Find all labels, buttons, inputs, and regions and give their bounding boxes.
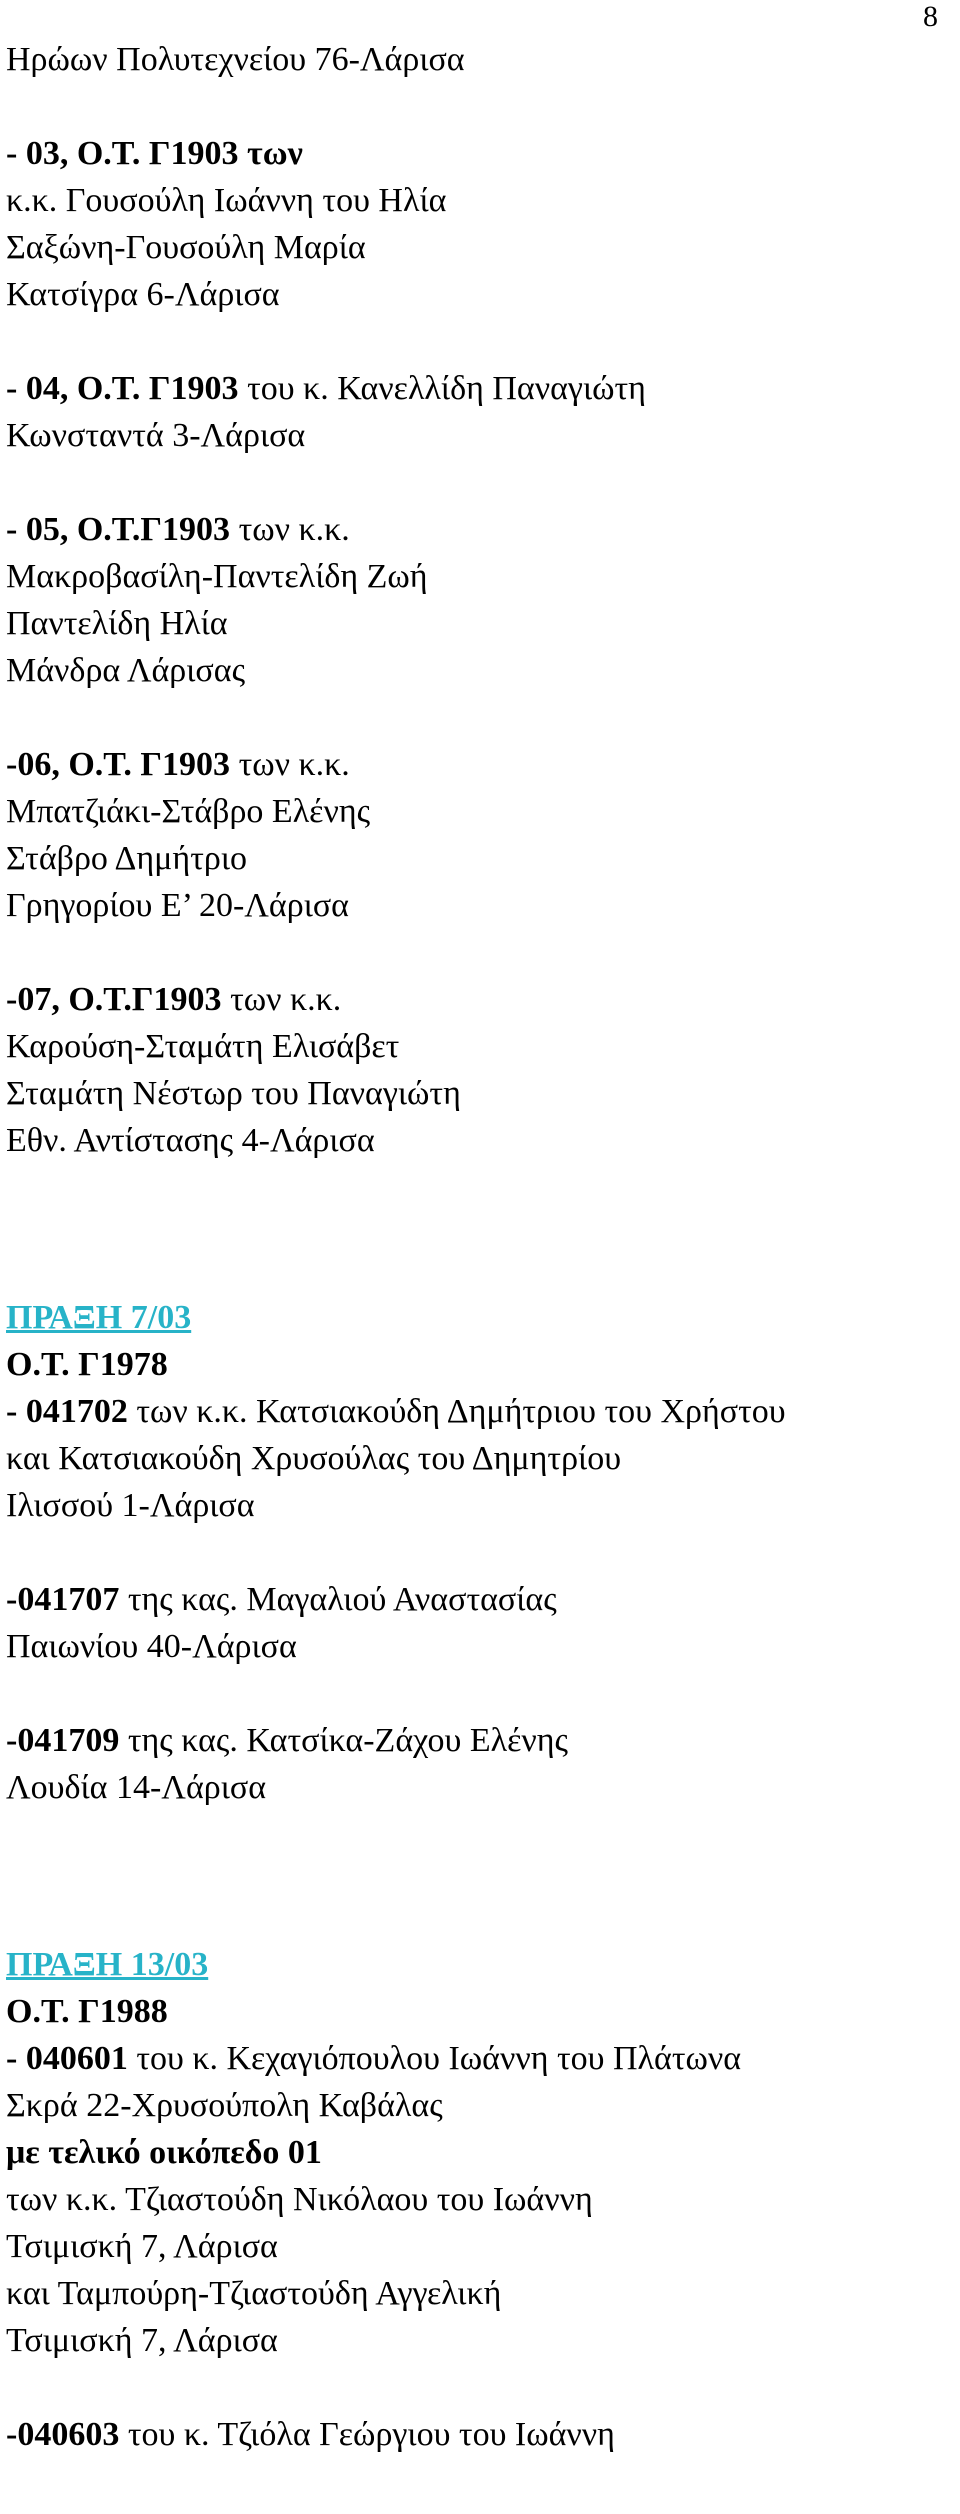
text-run: των κ.κ. xyxy=(221,981,342,1018)
text-run: του κ. Κεχαγιόπουλου Ιωάννη του Πλάτωνα xyxy=(127,2040,742,2077)
text-line xyxy=(6,2411,950,2458)
text-run: των κ.κ. xyxy=(230,511,350,548)
text-line xyxy=(6,224,950,271)
text-run: Σταμάτη Νέστωρ του Παναγιώτη xyxy=(6,1075,461,1112)
section-heading: ΠΡΑΞΗ 13/03 xyxy=(6,1946,209,1983)
text-run: της κας. Κατσίκα-Ζάχου Ελένης xyxy=(119,1722,568,1759)
page-number: 8 xyxy=(923,0,938,33)
text-run: Μακροβασίλη-Παντελίδη Ζωή xyxy=(6,558,428,595)
text-line xyxy=(6,835,950,882)
text-run: Κωνσταντά 3-Λάρισα xyxy=(6,417,306,454)
bold-text: - 05, Ο.Τ.Γ1903 xyxy=(6,511,231,548)
text-line xyxy=(6,882,950,929)
section-heading: ΠΡΑΞΗ 7/03 xyxy=(6,1299,192,1336)
text-line xyxy=(6,506,950,553)
text-run: των κ.κ. Τζιαστούδη Νικόλαου του Ιωάννη xyxy=(6,2181,593,2218)
text-line xyxy=(6,2129,950,2176)
text-run: Καρούση-Σταμάτη Ελισάβετ xyxy=(6,1028,400,1065)
paragraph-gap xyxy=(6,1811,950,1941)
text-run: Παιωνίου 40-Λάρισα xyxy=(6,1628,297,1665)
paragraph-gap xyxy=(6,694,950,741)
text-run: Γρηγορίου Ε’ 20-Λάρισα xyxy=(6,887,349,924)
text-line xyxy=(6,1023,950,1070)
text-run: των κ.κ. xyxy=(230,746,350,783)
text-line xyxy=(6,2223,950,2270)
bold-text: -041707 xyxy=(6,1581,120,1618)
text-line xyxy=(6,553,950,600)
text-line xyxy=(6,788,950,835)
text-run: Ιλισσού 1-Λάρισα xyxy=(6,1487,255,1524)
text-line xyxy=(6,1576,950,1623)
text-line xyxy=(6,36,950,83)
text-line xyxy=(6,1070,950,1117)
text-run: Λουδία 14-Λάρισα xyxy=(6,1769,267,1806)
text-run: Στάβρο Δημήτριο xyxy=(6,840,247,877)
text-line xyxy=(6,1717,950,1764)
text-line xyxy=(6,1988,950,2035)
text-run: της κας. Μαγαλιού Αναστασίας xyxy=(119,1581,557,1618)
text-line xyxy=(6,177,950,224)
text-run: Κατσίγρα 6-Λάρισα xyxy=(6,276,280,313)
text-line xyxy=(6,1764,950,1811)
text-line xyxy=(6,741,950,788)
bold-text: - 04, Ο.Τ. Γ1903 xyxy=(6,370,239,407)
paragraph-gap xyxy=(6,1670,950,1717)
text-line xyxy=(6,1941,950,1988)
text-line xyxy=(6,2317,950,2364)
paragraph-gap xyxy=(6,459,950,506)
text-line xyxy=(6,130,950,177)
paragraph-gap xyxy=(6,318,950,365)
text-line xyxy=(6,2176,950,2223)
bold-text: με τελικό οικόπεδο 01 xyxy=(6,2134,322,2171)
document-body xyxy=(6,36,950,2458)
bold-text: Ο.Τ. Γ1978 xyxy=(6,1346,168,1383)
text-line xyxy=(6,2082,950,2129)
text-run: του κ. Κανελλίδη Παναγιώτη xyxy=(238,370,646,407)
text-run: του κ. Τζιόλα Γεώργιου του Ιωάννη xyxy=(119,2416,615,2453)
text-line xyxy=(6,1341,950,1388)
bold-text: - 040601 xyxy=(6,2040,128,2077)
text-line xyxy=(6,1623,950,1670)
text-run: Παντελίδη Ηλία xyxy=(6,605,228,642)
bold-text: - 041702 xyxy=(6,1393,128,1430)
text-run: Ηρώων Πολυτεχνείου 76-Λάρισα xyxy=(6,41,465,78)
text-run: των κ.κ. Κατσιακούδη Δημήτριου του Χρήστου xyxy=(127,1393,786,1430)
bold-text: -041709 xyxy=(6,1722,120,1759)
text-line xyxy=(6,271,950,318)
text-run: και Ταμπούρη-Τζιαστούδη Αγγελική xyxy=(6,2275,502,2312)
paragraph-gap xyxy=(6,83,950,130)
text-line xyxy=(6,600,950,647)
text-line xyxy=(6,647,950,694)
text-line xyxy=(6,1435,950,1482)
text-line xyxy=(6,2270,950,2317)
text-run: Τσιμισκή 7, Λάρισα xyxy=(6,2228,278,2265)
text-run: Σκρά 22-Χρυσούπολη Καβάλας xyxy=(6,2087,443,2124)
bold-text: -07, Ο.Τ.Γ1903 xyxy=(6,981,222,1018)
paragraph-gap xyxy=(6,1164,950,1294)
text-line xyxy=(6,412,950,459)
text-run: Τσιμισκή 7, Λάρισα xyxy=(6,2322,278,2359)
bold-text: - 03, Ο.Τ. Γ1903 των xyxy=(6,135,303,172)
text-run: Εθν. Αντίστασης 4-Λάρισα xyxy=(6,1122,375,1159)
bold-text: -040603 xyxy=(6,2416,120,2453)
text-line xyxy=(6,1388,950,1435)
paragraph-gap xyxy=(6,929,950,976)
text-line xyxy=(6,976,950,1023)
bold-text: Ο.Τ. Γ1988 xyxy=(6,1993,168,2030)
text-line xyxy=(6,2035,950,2082)
text-run: Μάνδρα Λάρισας xyxy=(6,652,246,689)
text-line xyxy=(6,1117,950,1164)
text-run: κ.κ. Γουσούλη Ιωάννη του Ηλία xyxy=(6,182,447,219)
text-run: και Κατσιακούδη Χρυσούλας του Δημητρίου xyxy=(6,1440,622,1477)
bold-text: -06, Ο.Τ. Γ1903 xyxy=(6,746,231,783)
text-line xyxy=(6,1294,950,1341)
text-line xyxy=(6,1482,950,1529)
paragraph-gap xyxy=(6,2364,950,2411)
text-line xyxy=(6,365,950,412)
text-run: Σαξώνη-Γουσούλη Μαρία xyxy=(6,229,366,266)
paragraph-gap xyxy=(6,1529,950,1576)
text-run: Μπατζιάκι-Στάβρο Ελένης xyxy=(6,793,371,830)
